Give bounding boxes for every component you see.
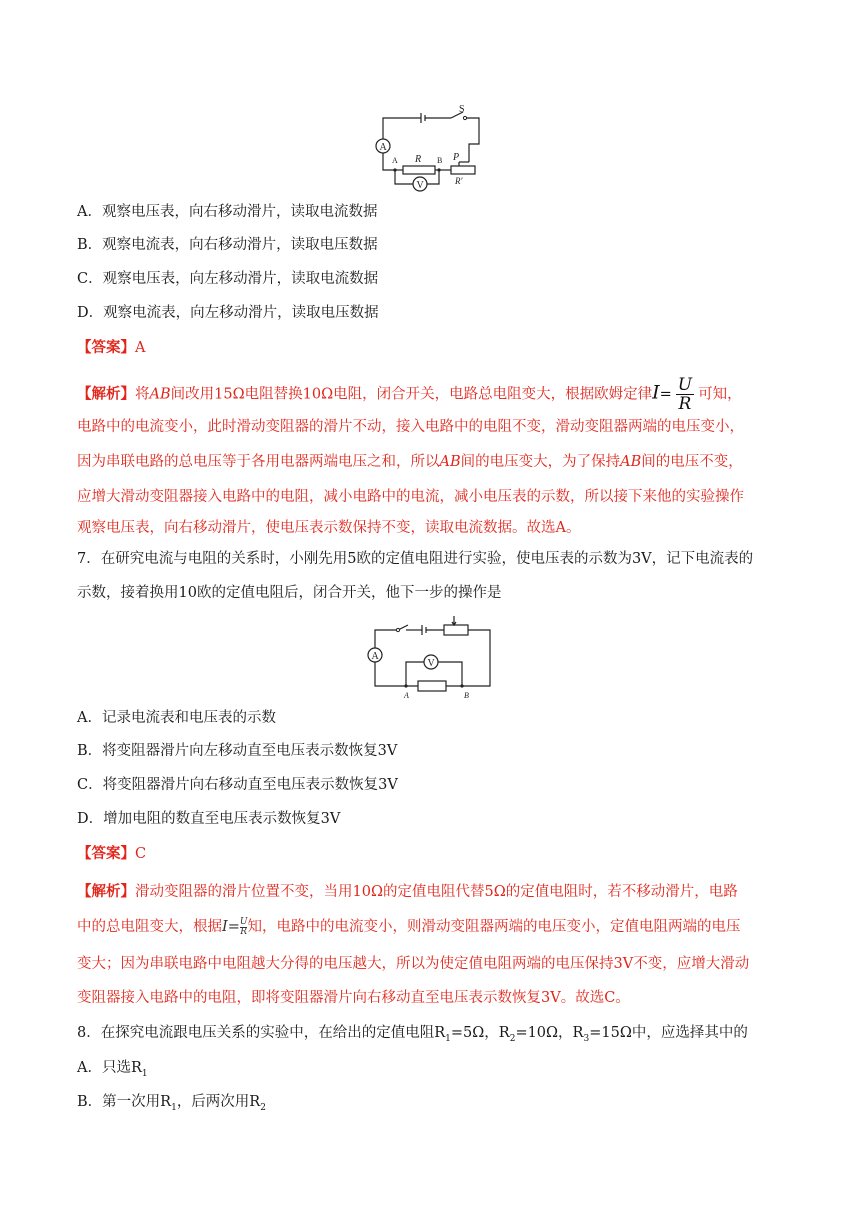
q6-analysis-line-3	[77, 452, 743, 472]
analysis-text: 将	[135, 386, 150, 403]
answer-tag: 【答案】	[77, 339, 135, 356]
answer-value: C	[135, 846, 147, 862]
fraction-numerator: U	[239, 916, 248, 927]
q7-analysis-line-2	[77, 917, 740, 937]
analysis-tag: 【解析】	[77, 883, 135, 900]
point-a-label: A	[392, 156, 398, 165]
analysis-text: 中的总电阻变大，根据	[77, 919, 222, 935]
analysis-text: 间改用15Ω电阻替换10Ω电阻，闭合开关，电路总电阻变大，根据欧姆定律	[170, 386, 653, 403]
q6-option-b: B．观察电流表，向右移动滑片，读取电压数据	[77, 237, 378, 253]
q7-option-b: B．将变阻器滑片向左移动直至电压表示数恢复3V	[77, 743, 398, 759]
ohm-law-fraction	[676, 376, 694, 413]
stem-text: =10Ω，R	[515, 1025, 584, 1041]
stem-text: 8．在探究电流跟电压关系的实验中，在给出的定值电阻R	[77, 1025, 446, 1041]
analysis-text: 因为串联电路的总电压等于各用电器两端电压之和，所以	[77, 454, 440, 470]
subscript: 1	[141, 1068, 148, 1079]
q6-analysis-line-4: 应增大滑动变阻器接入电路中的电阻，减小电路中的电流，减小电压表的示数，所以接下来他的实验操作	[77, 489, 744, 505]
rheostat-label: R'	[455, 176, 463, 186]
q6-analysis-line-2: 电路中的电流变小，此时滑动变阻器的滑片不动，接入电路中的电阻不变，滑动变阻器两端的电压变小，	[77, 419, 744, 435]
analysis-tag: 【解析】	[77, 385, 135, 403]
point-b-label: B	[437, 156, 443, 165]
formula-equals: =	[659, 386, 672, 403]
switch-label: S	[459, 104, 465, 115]
formula-current: I	[652, 381, 660, 404]
analysis-text: 可知，	[698, 386, 742, 403]
formula-current: I	[222, 919, 228, 935]
ammeter-label: A	[379, 142, 387, 153]
voltmeter-label: V	[427, 658, 435, 669]
ammeter-label: A	[371, 651, 379, 662]
q7-stem-line-2: 示数，接着换用10欧的定值电阻后，闭合开关，他下一步的操作是	[77, 585, 502, 601]
ab-symbol: AB	[149, 386, 171, 403]
circuit-diagram-2	[362, 612, 498, 698]
circuit-diagram-1	[373, 104, 485, 196]
point-a-label: A	[404, 691, 409, 698]
q6-option-d: D．观察电流表，向左移动滑片，读取电压数据	[77, 305, 379, 321]
fraction-denominator: R	[678, 394, 692, 414]
q6-analysis-line-1	[77, 376, 742, 413]
option-text: A．只选R	[77, 1060, 142, 1076]
answer-value: A	[135, 340, 146, 356]
ab-symbol: AB	[439, 454, 461, 470]
stem-text: =15Ω中，应选择其中的	[589, 1025, 748, 1041]
option-text: ，后两次用R	[176, 1094, 261, 1110]
subscript: 2	[509, 1033, 516, 1044]
fixed-resistor	[403, 166, 435, 174]
q7-option-c: C．将变阻器滑片向右移动直至电压表示数恢复3V	[77, 777, 398, 793]
subscript: 2	[260, 1102, 266, 1113]
analysis-text: 间的电压不变，	[641, 454, 743, 470]
voltmeter-label: V	[416, 180, 424, 191]
q7-option-d: D．增加电阻的数直至电压表示数恢复3V	[77, 811, 341, 827]
q6-option-a: A．观察电压表，向右移动滑片，读取电流数据	[77, 204, 378, 220]
answer-tag: 【答案】	[77, 845, 135, 862]
q8-option-a	[77, 1058, 148, 1084]
q8-stem	[77, 1023, 748, 1049]
rheostat	[451, 166, 475, 174]
q7-option-a: A．记录电流表和电压表的示数	[77, 710, 276, 726]
subscript: 3	[583, 1033, 590, 1044]
analysis-text: 知，电路中的电流变小，则滑动变阻器两端的电压变小，定值电阻两端的电压	[247, 919, 741, 935]
resistor-label: R	[415, 154, 422, 165]
subscript: 1	[171, 1102, 177, 1113]
q7-analysis-line-1	[77, 882, 738, 902]
analysis-text: 滑动变阻器的滑片位置不变，当用10Ω的定值电阻代替5Ω的定值电阻时，若不移动滑片，电路	[135, 884, 738, 900]
q6-option-c: C．观察电压表，向左移动滑片，读取电流数据	[77, 271, 379, 287]
q7-analysis-line-4: 变阻器接入电路中的电阻，即将变阻器滑片向右移动直至电压表示数恢复3V。故选C。	[77, 990, 630, 1006]
analysis-text: 间的电压变大，为了保持	[460, 454, 621, 470]
slider-label: P	[453, 152, 460, 163]
q6-answer	[77, 338, 145, 358]
ab-symbol: AB	[620, 454, 642, 470]
q7-analysis-line-3: 变大；因为串联电路中电阻越大分得的电压越大，所以为使定值电阻两端的电压保持3V不变，应增大滑动	[77, 956, 750, 972]
q7-stem-line-1: 7．在研究电流与电阻的关系时，小刚先用5欧的定值电阻进行实验，使电压表的示数为3V，记下电流表的	[77, 551, 754, 567]
fraction-denominator: R	[240, 926, 248, 937]
subscript: 1	[445, 1033, 451, 1044]
fraction-numerator: U	[677, 375, 693, 395]
formula-equals: =	[227, 919, 240, 935]
rheostat	[444, 625, 468, 635]
option-text: B．第一次用R	[77, 1094, 172, 1110]
q8-option-b	[77, 1092, 266, 1118]
q7-answer	[77, 844, 146, 864]
point-b-label: B	[464, 691, 469, 698]
q6-analysis-line-5: 观察电压表，向右移动滑片，使电压表示数保持不变，读取电流数据。故选A。	[77, 520, 581, 536]
stem-text: =5Ω，R	[450, 1025, 510, 1041]
fixed-resistor	[418, 681, 446, 691]
